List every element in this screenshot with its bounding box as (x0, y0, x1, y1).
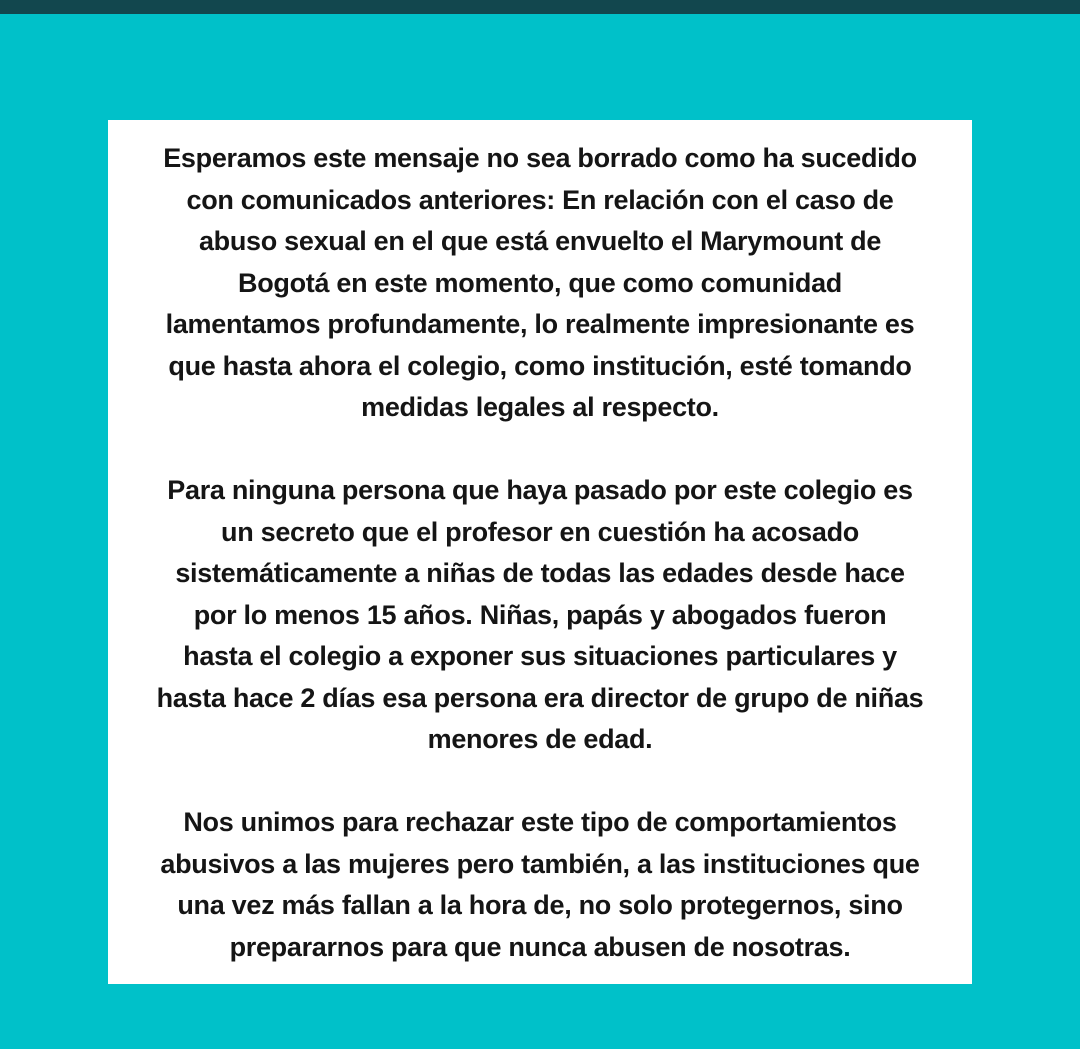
top-bar (0, 0, 1080, 14)
paragraph-1: Esperamos este mensaje no sea borrado como ha sucedido con comunicados anteriores: En relación con el caso de abuso sexual en el que está envuelto el Marymount de Bogotá en este momento, que como comunidad lamentamos profundamente, lo realmente impresionante es que hasta ahora el colegio, como institución, esté tomando medidas legales al respecto. (163, 143, 917, 422)
paragraph-3: Nos unimos para rechazar este tipo de comportamientos abusivos a las mujeres pero también, a las instituciones que una vez más fallan a la hora de, no solo protegernos, sino prepararnos para que nunca abusen de nosotras. (160, 807, 920, 962)
statement-card (108, 120, 972, 984)
paragraph-2: Para ninguna persona que haya pasado por este colegio es un secreto que el profesor en cuestión ha acosado sistemáticamente a niñas de todas las edades desde hace por lo menos 15 años. Niñas, papás y abogados fueron hasta el colegio a exponer sus situaciones particulares y hasta hace 2 días esa persona era director de grupo de niñas menores de edad. (156, 475, 924, 754)
